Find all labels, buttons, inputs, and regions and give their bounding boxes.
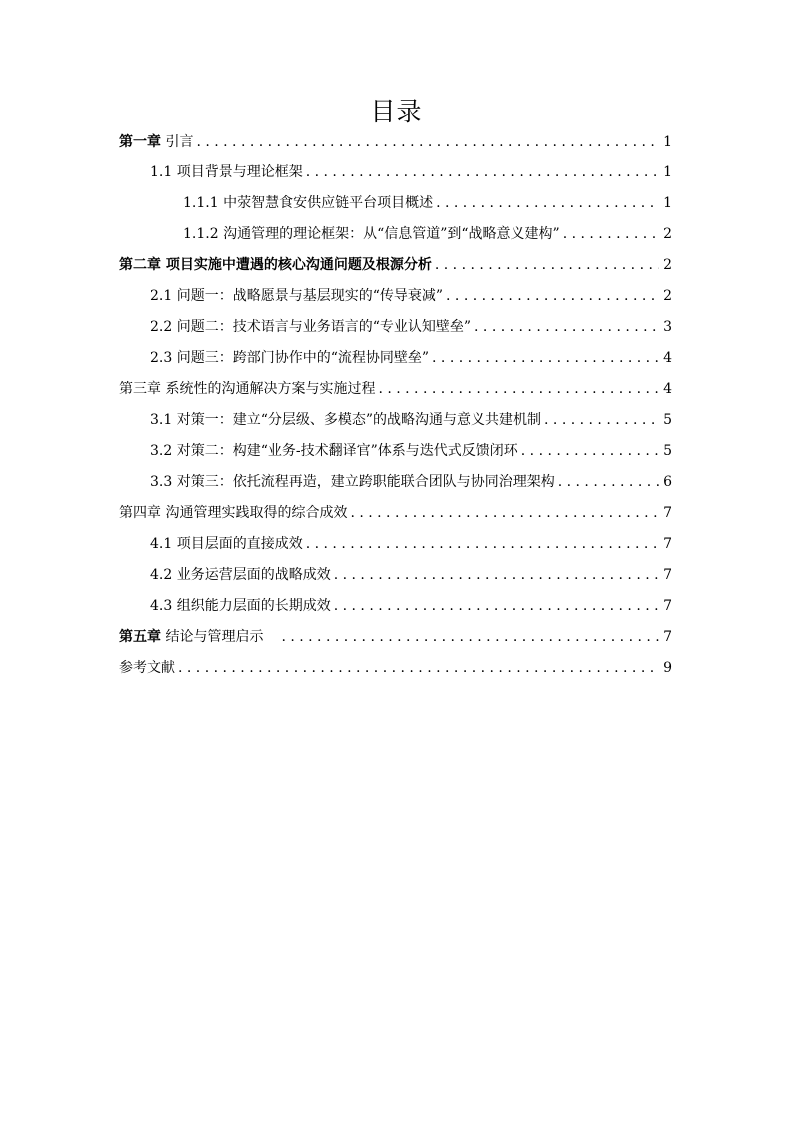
- dot-leader: [558, 470, 659, 494]
- dot-leader: [544, 408, 659, 432]
- dot-leader: [334, 563, 659, 587]
- toc-entry-page: 4: [663, 381, 672, 397]
- toc-entry-label: 第四章 沟通管理实践取得的综合成效: [119, 505, 348, 521]
- toc-entry-section-2-1[interactable]: [150, 284, 672, 308]
- toc-entry-section-4-2[interactable]: [150, 563, 672, 587]
- toc-entry-label: [119, 130, 193, 154]
- toc-entry-section-3-1[interactable]: [150, 408, 672, 432]
- dot-leader: [435, 253, 659, 277]
- dot-leader: [378, 377, 659, 401]
- dot-leader: [474, 315, 659, 339]
- dot-leader: [432, 346, 659, 370]
- toc-entry-page: 2: [663, 288, 672, 304]
- chapter-rest: 结论与管理启示: [161, 629, 264, 645]
- toc-entry-chapter-5[interactable]: [119, 625, 672, 649]
- chapter-prefix: 第一章: [119, 134, 161, 150]
- dot-leader: [563, 222, 659, 246]
- dot-leader: [334, 594, 659, 618]
- toc-entry-label: 3.1 对策一：建立“分层级、多模态”的战略沟通与意义共建机制: [150, 412, 542, 428]
- toc-title: 目录: [370, 97, 423, 126]
- toc-entry-label: 1.1 项目背景与理论框架: [150, 164, 303, 180]
- toc-entry-label: 4.1 项目层面的直接成效: [150, 536, 303, 552]
- toc-entry-chapter-1[interactable]: [119, 130, 672, 154]
- toc-entry-label: 2.2 问题二：技术语言与业务语言的“专业认知壁垒”: [150, 319, 472, 335]
- toc-entry-section-3-2[interactable]: [150, 439, 672, 463]
- toc-entry-label: 4.2 业务运营层面的战略成效: [150, 567, 331, 583]
- toc-entry-section-4-3[interactable]: [150, 594, 672, 618]
- toc-entry-chapter-2[interactable]: [119, 253, 672, 277]
- toc-entry-label: 2.1 问题一：战略愿景与基层现实的“传导衰减”: [150, 288, 444, 304]
- dot-leader: [306, 160, 659, 184]
- toc-entry-section-3-3[interactable]: [150, 470, 672, 494]
- toc-entry-page: 1: [663, 164, 672, 180]
- toc-entry-label: 1.1.2 沟通管理的理论框架：从“信息管道”到“战略意义建构”: [183, 226, 560, 242]
- toc-entry-references[interactable]: [119, 656, 672, 680]
- toc-entry-section-4-1[interactable]: [150, 532, 672, 556]
- toc-entry-page: 1: [663, 134, 672, 150]
- toc-entry-page: 7: [663, 629, 672, 645]
- toc-entry-section-1-1[interactable]: [150, 160, 672, 184]
- toc-entry-section-1-1-2[interactable]: [183, 222, 672, 246]
- toc-entry-label: 第二章 项目实施中遭遇的核心沟通问题及根源分析: [119, 257, 432, 273]
- dot-leader: [436, 191, 659, 215]
- chapter-prefix: 第五章: [119, 629, 161, 645]
- toc-entry-chapter-4[interactable]: [119, 501, 672, 525]
- toc-entry-page: 7: [663, 505, 672, 521]
- toc-entry-page: 9: [663, 660, 672, 676]
- toc-entry-label: 2.3 问题三：跨部门协作中的“流程协同壁垒”: [150, 350, 430, 366]
- toc-entry-label: 1.1.1 中荥智慧食安供应链平台项目概述: [183, 195, 434, 211]
- toc-entry-page: 6: [663, 474, 672, 490]
- dot-leader: [446, 284, 659, 308]
- toc-entry-section-2-3[interactable]: [150, 346, 672, 370]
- toc-entry-page: 5: [663, 443, 672, 459]
- toc-entry-label: [119, 625, 263, 649]
- dot-leader: [306, 532, 659, 556]
- dot-leader: [521, 439, 659, 463]
- toc-entry-section-1-1-1[interactable]: [183, 191, 672, 215]
- toc-entry-page: 2: [663, 257, 672, 273]
- dot-leader: [350, 501, 659, 525]
- toc-entry-page: 7: [663, 536, 672, 552]
- toc-entry-section-2-2[interactable]: [150, 315, 672, 339]
- toc-entry-page: 7: [663, 598, 672, 614]
- toc-entry-label: 4.3 组织能力层面的长期成效: [150, 598, 331, 614]
- toc-entry-chapter-3[interactable]: [119, 377, 672, 401]
- toc-entry-page: 7: [663, 567, 672, 583]
- dot-leader: [281, 625, 659, 649]
- toc-entry-label: 3.2 对策二：构建“业务-技术翻译官”体系与迭代式反馈闭环: [150, 443, 518, 459]
- toc-entry-page: 5: [663, 412, 672, 428]
- toc-entry-page: 3: [663, 319, 672, 335]
- dot-leader: [196, 130, 659, 154]
- toc-entry-label: 第三章 系统性的沟通解决方案与实施过程: [119, 381, 376, 397]
- dot-leader: [178, 656, 659, 680]
- chapter-rest: 引言: [161, 134, 194, 150]
- toc-entry-label: 3.3 对策三：依托流程再造，建立跨职能联合团队与协同治理架构: [150, 474, 555, 490]
- toc-entry-label: 参考文献: [119, 660, 175, 676]
- toc-entry-page: 2: [663, 226, 672, 242]
- toc-entry-page: 1: [663, 195, 672, 211]
- toc-entry-page: 4: [663, 350, 672, 366]
